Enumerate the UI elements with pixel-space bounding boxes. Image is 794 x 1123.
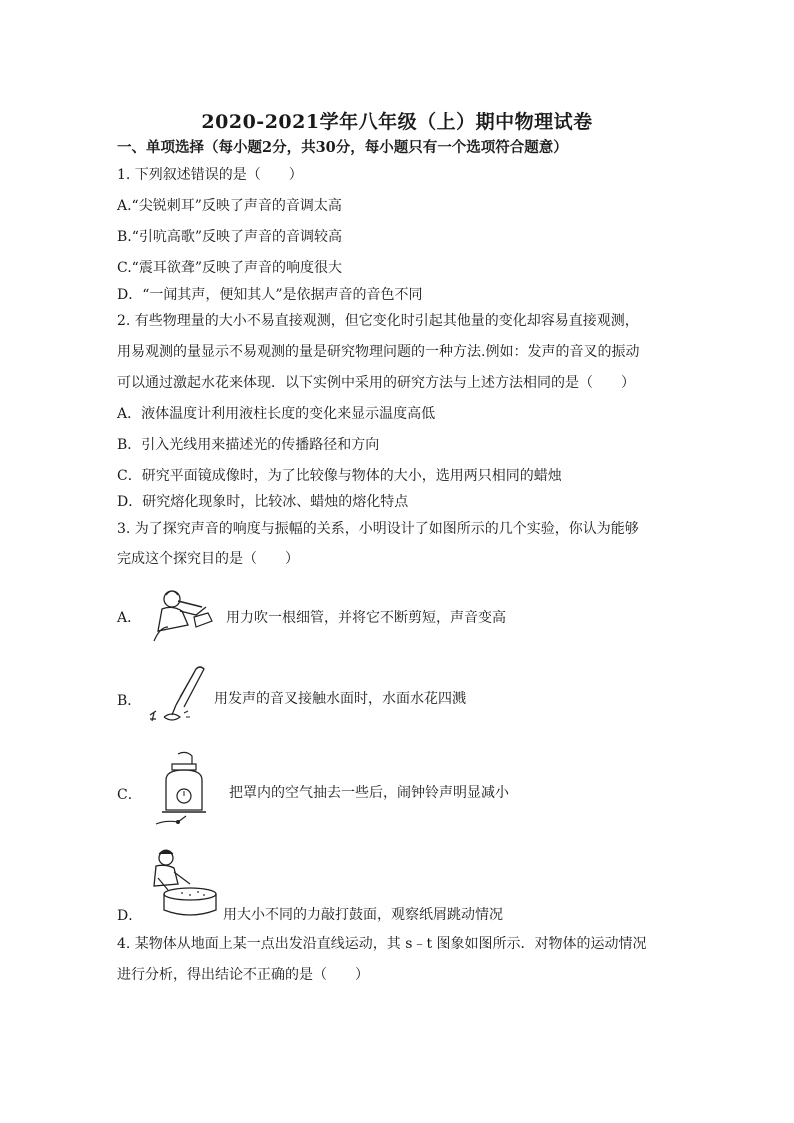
question-1-option-b: B.“引吭高歌”反映了声音的音调较高 (117, 229, 343, 245)
question-4-stem-line-2: 进行分析，得出结论不正确的是（ ） (117, 967, 369, 983)
question-3-option-a-letter: A． (117, 610, 142, 626)
exam-title: 2020-2021学年八年级（上）期中物理试卷 (201, 111, 593, 133)
question-2-option-b: B．引入光线用来描述光的传播路径和方向 (117, 437, 380, 453)
question-3-option-d-letter: D． (117, 908, 143, 924)
question-3-option-c-letter: C． (117, 787, 142, 803)
question-1-option-d: D．“一闻其声，便知其人”是依据声音的音色不同 (117, 287, 423, 303)
question-2-option-c: C．研究平面镜成像时，为了比较像与物体的大小，选用两只相同的蜡烛 (117, 468, 562, 484)
section-heading: 一、单项选择（每小题2分，共30分，每小题只有一个选项符合题意） (117, 139, 568, 156)
question-4-stem-line-1: 4. 某物体从地面上某一点出发沿直线运动，其 s﹣t 图象如图所示．对物体的运动情况 (117, 936, 647, 952)
tuning-fork-water-figure (146, 663, 208, 725)
question-3-stem-line-1: 3. 为了探究声音的响度与振幅的关系，小明设计了如图所示的几个实验，你认为能够 (117, 521, 639, 537)
person-blowing-tube-figure (150, 587, 218, 643)
question-2-option-d: D．研究熔化现象时，比较冰、蜡烛的熔化特点 (117, 494, 409, 510)
question-1-option-a: A.“尖锐刺耳”反映了声音的音调太高 (117, 198, 342, 214)
question-3-option-b-text: 用发声的音叉接触水面时，水面水花四溅 (214, 691, 466, 707)
drummer-with-paper-scraps-figure (146, 848, 220, 918)
question-3-option-b-letter: B． (117, 693, 142, 709)
question-2-stem-line-1: 2. 有些物理量的大小不易直接观测，但它变化时引起其他量的变化却容易直接观测， (117, 313, 639, 329)
question-3-option-a-text: 用力吹一根细管，并将它不断剪短，声音变高 (226, 610, 506, 626)
bell-jar-alarm-clock-figure (152, 750, 216, 830)
question-3-option-c-text: 把罩内的空气抽去一些后，闹钟铃声明显减小 (229, 785, 509, 801)
question-3-option-d-text: 用大小不同的力敲打鼓面，观察纸屑跳动情况 (223, 907, 503, 923)
question-2-option-a: A．液体温度计利用液柱长度的变化来显示温度高低 (117, 406, 436, 422)
question-1-option-c: C.“震耳欲聋”反映了声音的响度很大 (117, 260, 342, 276)
question-3-stem-line-2: 完成这个探究目的是（ ） (117, 551, 299, 567)
question-1-stem: 1. 下列叙述错误的是（ ） (117, 167, 303, 183)
question-2-stem-line-2: 用易观测的量显示不易观测的量是研究物理问题的一种方法.例如：发声的音叉的振动 (117, 344, 640, 360)
question-2-stem-line-3: 可以通过激起水花来体现．以下实例中采用的研究方法与上述方法相同的是（ ） (117, 375, 635, 391)
